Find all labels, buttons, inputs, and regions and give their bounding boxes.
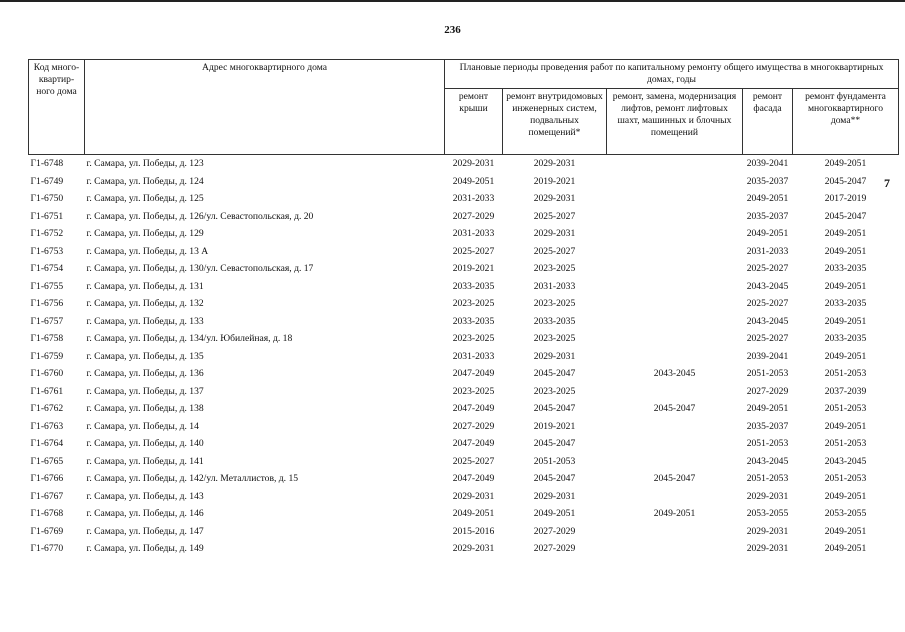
systems-period: 2027-2029: [533, 525, 576, 537]
facade-period: 2053-2055: [746, 508, 789, 519]
house-address: г. Самара, ул. Победы, д. 13 А: [86, 245, 209, 257]
foundation-period: 2051-2053: [824, 438, 867, 449]
house-code: Г1-6766: [30, 473, 64, 484]
house-code: Г1-6753: [30, 245, 64, 257]
facade-period: 2035-2037: [746, 420, 789, 432]
header-facade: ремонт фасада: [743, 89, 793, 155]
table-row: [29, 295, 899, 313]
roof-period: 2023-2025: [452, 298, 495, 309]
elevators-period: 2045-2047: [653, 473, 696, 484]
elevators-period: 2043-2045: [653, 368, 696, 379]
house-address: г. Самара, ул. Победы, д. 135: [86, 350, 204, 362]
house-code: Г1-6761: [30, 385, 64, 397]
table-row: [29, 243, 899, 261]
foundation-period: 2049-2051: [824, 245, 867, 257]
foundation-period: 2033-2035: [824, 263, 867, 274]
house-code: Г1-6750: [30, 193, 64, 204]
page-top-rule: [0, 0, 905, 2]
elevators-period: [607, 173, 743, 191]
facade-period: 2025-2027: [746, 298, 789, 309]
repair-schedule-table: [28, 59, 899, 558]
roof-period: 2047-2049: [452, 438, 495, 449]
systems-period: 2019-2021: [533, 420, 576, 432]
foundation-period: 2045-2047: [824, 210, 867, 222]
facade-period: 2043-2045: [746, 315, 789, 327]
table-row: [29, 435, 899, 453]
table-row: [29, 348, 899, 366]
header-elevators: ремонт, замена, модернизация лифтов, ремонт лифтовых шахт, машинных и блочных помещений: [607, 89, 743, 155]
facade-period: 2029-2031: [746, 490, 789, 502]
roof-period: 2019-2021: [452, 263, 495, 274]
house-code: Г1-6767: [30, 490, 64, 502]
elevators-period: [607, 383, 743, 401]
roof-period: 2033-2035: [452, 280, 495, 292]
house-address: г. Самара, ул. Победы, д. 129: [86, 228, 204, 239]
house-address: г. Самара, ул. Победы, д. 136: [86, 368, 204, 379]
roof-period: 2047-2049: [452, 473, 495, 484]
table-row: [29, 365, 899, 383]
table-row: [29, 488, 899, 506]
table-row: [29, 453, 899, 471]
roof-period: 2029-2031: [452, 543, 495, 554]
foundation-period: 2033-2035: [824, 298, 867, 309]
house-address: г. Самара, ул. Победы, д. 130/ул. Севастопольская, д. 17: [86, 263, 314, 274]
foundation-period: 2043-2045: [824, 455, 867, 467]
foundation-period: 2017-2019: [824, 193, 867, 204]
systems-period: 2031-2033: [533, 280, 576, 292]
foundation-period: 2049-2051: [824, 158, 867, 169]
foundation-period: 2037-2039: [824, 385, 867, 397]
table-row: [29, 173, 899, 191]
elevators-period: [607, 523, 743, 541]
table-body: [29, 155, 899, 558]
house-code: Г1-6754: [30, 263, 64, 274]
house-code: Г1-6759: [30, 350, 64, 362]
page-number: 236: [444, 24, 461, 36]
facade-period: 2043-2045: [746, 455, 789, 467]
table-row: [29, 260, 899, 278]
house-address: г. Самара, ул. Победы, д. 140: [86, 438, 204, 449]
foundation-period: 2053-2055: [824, 508, 867, 519]
roof-period: 2029-2031: [452, 490, 495, 502]
roof-period: 2049-2051: [452, 508, 495, 519]
facade-period: 2035-2037: [746, 175, 789, 187]
house-address: г. Самара, ул. Победы, д. 149: [86, 543, 204, 554]
facade-period: 2043-2045: [746, 280, 789, 292]
foundation-period: 2049-2051: [824, 420, 867, 432]
systems-period: 2025-2027: [533, 210, 576, 222]
foundation-period: 2051-2053: [824, 403, 867, 414]
elevators-period: [607, 243, 743, 261]
facade-period: 2025-2027: [746, 263, 789, 274]
facade-period: 2039-2041: [746, 350, 789, 362]
elevators-period: [607, 260, 743, 278]
house-address: г. Самара, ул. Победы, д. 138: [86, 403, 204, 414]
systems-period: 2029-2031: [533, 158, 576, 169]
table-row: [29, 225, 899, 243]
house-code: Г1-6751: [30, 210, 64, 222]
header-systems: ремонт внутридомовых инженерных систем, подвальных помещений*: [503, 89, 607, 155]
facade-period: 2029-2031: [746, 543, 789, 554]
table-row: [29, 505, 899, 523]
foundation-period: 2033-2035: [824, 333, 867, 344]
house-code: Г1-6758: [30, 333, 64, 344]
table-row: [29, 540, 899, 558]
table-row: [29, 523, 899, 541]
house-code: Г1-6749: [30, 175, 64, 187]
systems-period: 2019-2021: [533, 175, 576, 187]
elevators-period: [607, 295, 743, 313]
facade-period: 2049-2051: [746, 193, 789, 204]
foundation-period: 2049-2051: [824, 315, 867, 327]
house-code: Г1-6765: [30, 455, 64, 467]
table-row: [29, 418, 899, 436]
elevators-period: [607, 155, 743, 173]
table-row: [29, 383, 899, 401]
header-code: Код много-квартир-ного дома: [29, 60, 85, 155]
table-row: [29, 190, 899, 208]
systems-period: 2033-2035: [533, 315, 576, 327]
house-code: Г1-6752: [30, 228, 64, 239]
elevators-period: [607, 540, 743, 558]
house-address: г. Самара, ул. Победы, д. 133: [86, 315, 204, 327]
foundation-period: 2049-2051: [824, 525, 867, 537]
house-code: Г1-6769: [30, 525, 64, 537]
systems-period: 2029-2031: [533, 193, 576, 204]
elevators-period: [607, 453, 743, 471]
foundation-period: 2049-2051: [824, 543, 867, 554]
systems-period: 2025-2027: [533, 245, 576, 257]
table-row: [29, 470, 899, 488]
table-row: [29, 313, 899, 331]
table-row: [29, 400, 899, 418]
foundation-period: 2045-2047: [824, 175, 867, 187]
house-code: Г1-6762: [30, 403, 64, 414]
house-code: Г1-6760: [30, 368, 64, 379]
roof-period: 2031-2033: [452, 350, 495, 362]
table-row: [29, 208, 899, 226]
house-address: г. Самара, ул. Победы, д. 125: [86, 193, 204, 204]
table-row: [29, 155, 899, 173]
house-code: Г1-6756: [30, 298, 64, 309]
header-address: Адрес многоквартирного дома: [85, 60, 445, 155]
roof-period: 2023-2025: [452, 385, 495, 397]
systems-period: 2023-2025: [533, 298, 576, 309]
header-roof: ремонт крыши: [445, 89, 503, 155]
header-periods-group: Плановые периоды проведения работ по капитальному ремонту общего имущества в многоквартирных домах, годы: [445, 60, 899, 89]
table-row: [29, 330, 899, 348]
house-address: г. Самара, ул. Победы, д. 126/ул. Севастопольская, д. 20: [86, 210, 314, 222]
house-address: г. Самара, ул. Победы, д. 123: [86, 158, 204, 169]
roof-period: 2027-2029: [452, 210, 495, 222]
house-address: г. Самара, ул. Победы, д. 146: [86, 508, 204, 519]
systems-period: 2051-2053: [533, 455, 576, 467]
house-code: Г1-6755: [30, 280, 64, 292]
systems-period: 2023-2025: [533, 263, 576, 274]
systems-period: 2027-2029: [533, 543, 576, 554]
table-row: [29, 278, 899, 296]
facade-period: 2051-2053: [746, 473, 789, 484]
house-address: г. Самара, ул. Победы, д. 143: [86, 490, 204, 502]
facade-period: 2049-2051: [746, 228, 789, 239]
elevators-period: [607, 330, 743, 348]
elevators-period: 2045-2047: [653, 403, 696, 414]
elevators-period: [607, 488, 743, 506]
systems-period: 2029-2031: [533, 350, 576, 362]
roof-period: 2023-2025: [452, 333, 495, 344]
header-foundation: ремонт фундамента многоквартирного дома**: [793, 89, 899, 155]
house-code: Г1-6768: [30, 508, 64, 519]
foundation-period: 2051-2053: [824, 368, 867, 379]
elevators-period: [607, 418, 743, 436]
elevators-period: [607, 313, 743, 331]
systems-period: 2029-2031: [533, 490, 576, 502]
elevators-period: [607, 278, 743, 296]
house-address: г. Самара, ул. Победы, д. 124: [86, 175, 204, 187]
facade-period: 2025-2027: [746, 333, 789, 344]
elevators-period: 2049-2051: [653, 508, 696, 519]
foundation-period: 2049-2051: [824, 228, 867, 239]
roof-period: 2031-2033: [452, 193, 495, 204]
systems-period: 2045-2047: [533, 473, 576, 484]
foundation-period: 2049-2051: [824, 280, 867, 292]
house-code: Г1-6748: [30, 158, 64, 169]
systems-period: 2045-2047: [533, 368, 576, 379]
systems-period: 2045-2047: [533, 403, 576, 414]
roof-period: 2029-2031: [452, 158, 495, 169]
elevators-period: [607, 435, 743, 453]
elevators-period: [607, 190, 743, 208]
roof-period: 2025-2027: [452, 245, 495, 257]
roof-period: 2033-2035: [452, 315, 495, 327]
facade-period: 2049-2051: [746, 403, 789, 414]
house-code: Г1-6763: [30, 420, 64, 432]
house-address: г. Самара, ул. Победы, д. 131: [86, 280, 204, 292]
house-address: г. Самара, ул. Победы, д. 141: [86, 455, 204, 467]
systems-period: 2029-2031: [533, 228, 576, 239]
elevators-period: [607, 225, 743, 243]
facade-period: 2039-2041: [746, 158, 789, 169]
facade-period: 2035-2037: [746, 210, 789, 222]
house-address: г. Самара, ул. Победы, д. 147: [86, 525, 204, 537]
elevators-period: [607, 208, 743, 226]
facade-period: 2031-2033: [746, 245, 789, 257]
systems-period: 2045-2047: [533, 438, 576, 449]
house-address: г. Самара, ул. Победы, д. 132: [86, 298, 204, 309]
foundation-period: 2049-2051: [824, 350, 867, 362]
roof-period: 2047-2049: [452, 368, 495, 379]
roof-period: 2049-2051: [452, 175, 495, 187]
roof-period: 2031-2033: [452, 228, 495, 239]
facade-period: 2027-2029: [746, 385, 789, 397]
house-address: г. Самара, ул. Победы, д. 14: [86, 420, 199, 432]
facade-period: 2029-2031: [746, 525, 789, 537]
roof-period: 2027-2029: [452, 420, 495, 432]
house-code: Г1-6764: [30, 438, 64, 449]
systems-period: 2049-2051: [533, 508, 576, 519]
systems-period: 2023-2025: [533, 385, 576, 397]
house-code: Г1-6770: [30, 543, 64, 554]
elevators-period: [607, 348, 743, 366]
house-code: Г1-6757: [30, 315, 64, 327]
house-address: г. Самара, ул. Победы, д. 137: [86, 385, 204, 397]
header-row-top: [29, 60, 899, 89]
roof-period: 2025-2027: [452, 455, 495, 467]
house-address: г. Самара, ул. Победы, д. 142/ул. Металлистов, д. 15: [86, 473, 299, 484]
house-address: г. Самара, ул. Победы, д. 134/ул. Юбилейная, д. 18: [86, 333, 293, 344]
foundation-period: 2049-2051: [824, 490, 867, 502]
systems-period: 2023-2025: [533, 333, 576, 344]
roof-period: 2015-2016: [452, 525, 495, 537]
roof-period: 2047-2049: [452, 403, 495, 414]
margin-mark: 7: [884, 176, 890, 190]
facade-period: 2051-2053: [746, 368, 789, 379]
foundation-period: 2051-2053: [824, 473, 867, 484]
facade-period: 2051-2053: [746, 438, 789, 449]
